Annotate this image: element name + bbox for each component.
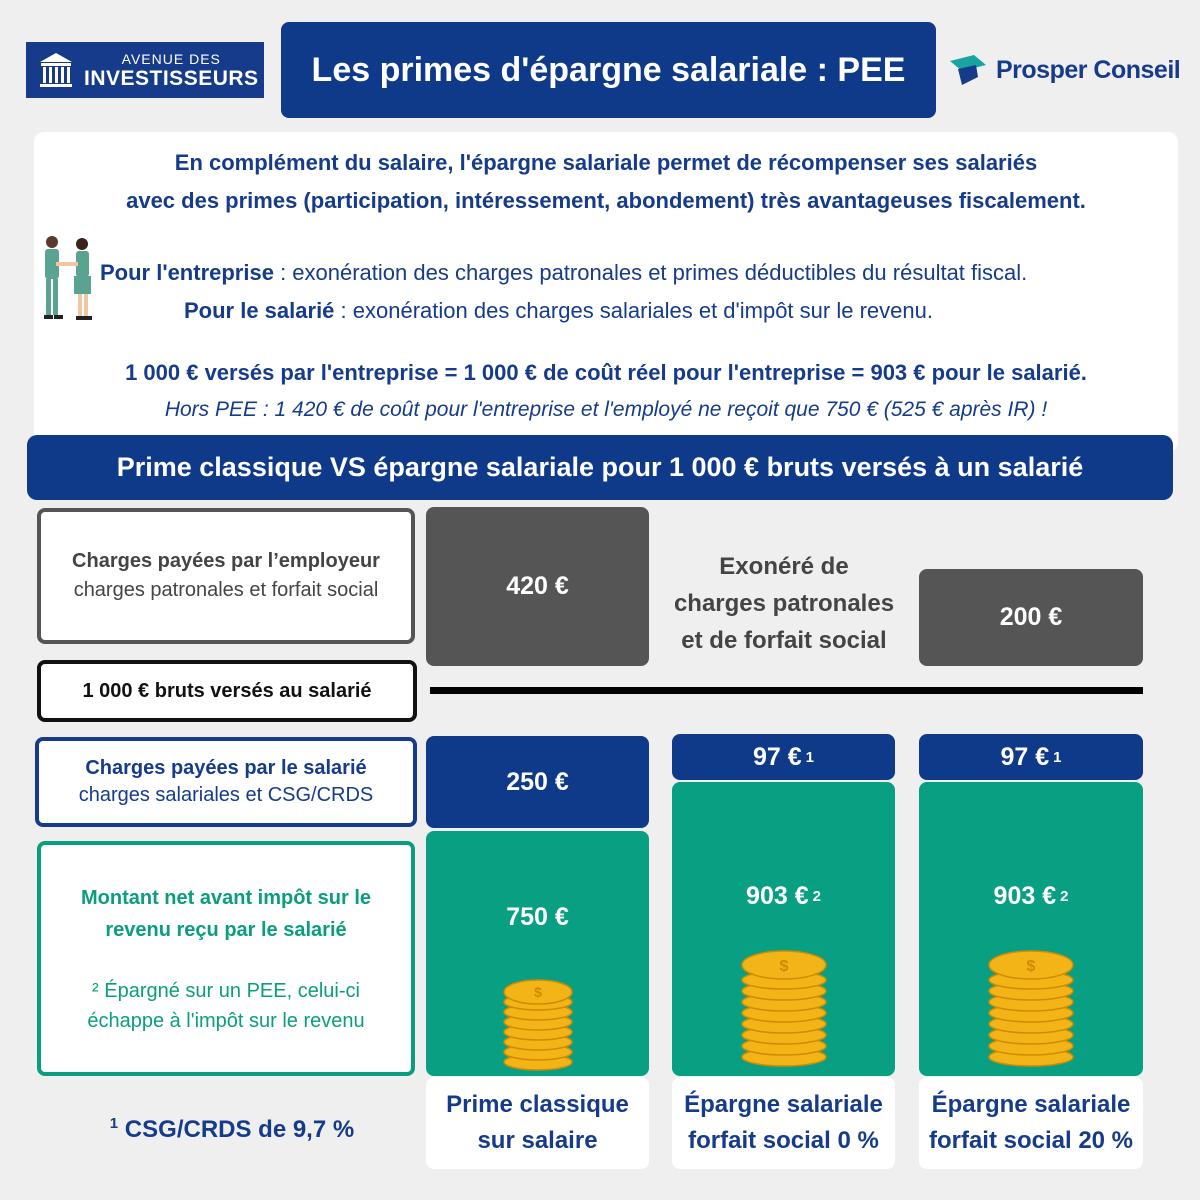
employer-charges-title: Charges payées par l’employeur xyxy=(72,550,380,572)
employee-charges-sub: charges salariales et CSG/CRDS xyxy=(78,784,374,806)
col1-net-amount-block xyxy=(426,831,649,1076)
coin-stack-icon xyxy=(738,947,830,1067)
net-amount-title-2: revenu reçu par le salarié xyxy=(105,918,347,941)
footnote-sup: 1 xyxy=(109,1115,119,1132)
salarie-text: : exonération des charges salariales et d'impôt sur le revenu. xyxy=(334,298,933,323)
employer-charges-label xyxy=(37,508,415,644)
col2-exonere-1: Exonéré de xyxy=(719,553,849,580)
col3-caption-1: Épargne salariale xyxy=(931,1091,1131,1118)
col2-exonere-text xyxy=(662,548,906,660)
col3-caption-2: forfait social 20 % xyxy=(928,1127,1134,1154)
logo-line2: INVESTISSEURS xyxy=(84,66,259,90)
col3-caption xyxy=(919,1077,1143,1169)
intro-entreprise xyxy=(100,260,1160,286)
mortarboard-icon xyxy=(948,53,988,87)
col1-caption-2: sur salaire xyxy=(477,1127,598,1154)
col2-exonere-3: et de forfait social xyxy=(681,627,887,655)
col3-employer-charges: 200 € xyxy=(919,569,1143,666)
col2-caption xyxy=(672,1077,895,1169)
gross-salary-title: 1 000 € bruts versés au salarié xyxy=(82,679,372,702)
employer-charges-sub: charges patronales et forfait social xyxy=(73,579,379,601)
prosper-conseil-logo xyxy=(948,50,1188,90)
employee-charges-title: Charges payées par le salarié xyxy=(85,757,367,779)
col3-net-sup: 2 xyxy=(1060,888,1069,905)
coin-stack-icon xyxy=(985,947,1077,1067)
intro-equation: 1 000 € versés par l'entreprise = 1 000 € de coût réel pour l'entreprise = 903 € pour le salarié. xyxy=(125,360,1087,385)
comparison-banner: Prime classique VS épargne salariale pour 1 000 € bruts versés à un salarié xyxy=(27,435,1173,500)
svg-text:$: $ xyxy=(534,984,542,1000)
pee-note-1: ² Épargné sur un PEE, celui-ci xyxy=(92,979,360,1002)
entreprise-text: : exonération des charges patronales et primes déductibles du résultat fiscal. xyxy=(273,260,1028,285)
col2-net-amount xyxy=(672,882,895,911)
intro-line1: En complément du salaire, l'épargne salariale permet de récompenser ses salariés xyxy=(174,150,1038,175)
gross-salary-label xyxy=(37,660,417,722)
col2-caption-1: Épargne salariale xyxy=(684,1091,883,1118)
col2-employee-charges xyxy=(672,734,895,780)
svg-text:$: $ xyxy=(1026,958,1036,975)
intro-hors-pee: Hors PEE : 1 420 € de coût pour l'entreprise et l'employé ne reçoit que 750 € (525 € après IR) ! xyxy=(164,398,1048,421)
logo-line1: AVENUE DES xyxy=(121,50,221,67)
col2-employee-sup: 1 xyxy=(805,748,814,766)
coin-stack-icon xyxy=(500,976,576,1071)
avenue-des-investisseurs-logo xyxy=(26,42,264,98)
col3-net-amount xyxy=(919,882,1143,911)
employee-charges-label xyxy=(35,737,417,827)
col3-net-amount-block xyxy=(919,782,1143,1076)
entreprise-label: Pour l'entreprise xyxy=(100,260,274,285)
col1-caption xyxy=(426,1077,649,1169)
col2-net-sup: 2 xyxy=(812,888,821,905)
pee-note-2: échappe à l'impôt sur le revenu xyxy=(87,1009,365,1032)
col3-employee-sup: 1 xyxy=(1053,748,1062,766)
col2-caption-2: forfait social 0 % xyxy=(688,1127,879,1154)
col2-employee-value: 97 € xyxy=(752,742,802,771)
svg-text:$: $ xyxy=(779,958,789,975)
col1-net-amount: 750 € xyxy=(506,903,569,931)
gross-salary-divider xyxy=(430,687,1143,694)
temple-icon xyxy=(36,50,76,90)
col3-net-value: 903 € xyxy=(993,882,1057,910)
col2-net-amount-block xyxy=(672,782,895,1076)
col2-net-value: 903 € xyxy=(746,882,809,910)
footnote-text: CSG/CRDS de 9,7 % xyxy=(118,1116,355,1143)
salarie-label: Pour le salarié xyxy=(184,298,335,323)
intro-salarie xyxy=(184,298,1200,324)
col2-exonere-2: charges patronales xyxy=(673,590,895,618)
net-amount-label xyxy=(37,841,415,1076)
prosper-conseil-name: Prosper Conseil xyxy=(996,55,1181,84)
handshake-people-icon xyxy=(36,232,102,322)
col1-caption-1: Prime classique xyxy=(446,1091,629,1118)
intro-card xyxy=(34,132,1178,452)
intro-line2: avec des primes (participation, intéressement, abondement) très avantageuses fiscalement. xyxy=(126,188,1086,213)
col1-employer-charges: 420 € xyxy=(426,507,649,666)
page-title: Les primes d'épargne salariale : PEE xyxy=(281,22,936,118)
col3-employee-charges xyxy=(919,734,1143,780)
col1-employee-charges: 250 € xyxy=(426,736,649,828)
col3-employee-value: 97 € xyxy=(1000,742,1050,771)
net-amount-title-1: Montant net avant impôt sur le xyxy=(80,886,372,909)
footnote-csg xyxy=(60,1115,400,1144)
